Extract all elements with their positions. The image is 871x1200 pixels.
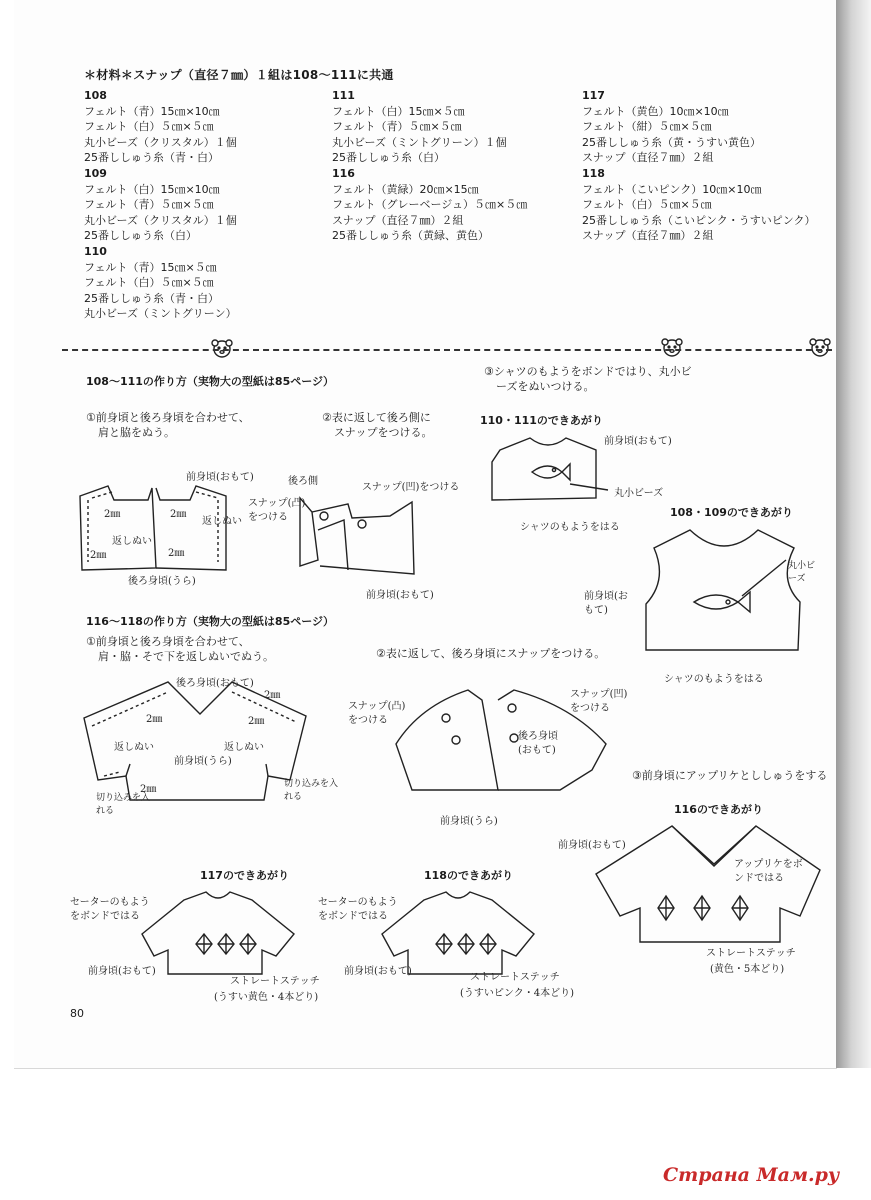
material-line: 丸小ビーズ（クリスタル）１個 — [84, 135, 237, 149]
label-shirt-pattern: シャツのもようをはる — [520, 522, 620, 533]
label-2mm: 2㎜ — [264, 690, 281, 701]
material-line: フェルト（青）15㎝×５㎝ — [84, 260, 217, 274]
step-2-line-1: ②表に返して、後ろ身頃にスナップをつける。 — [376, 647, 606, 660]
page-number: 80 — [70, 1007, 84, 1020]
step-1-line-2: 肩と脇をぬう。 — [98, 426, 175, 439]
label-kaeshinui: 返しぬい — [202, 516, 242, 527]
material-line: 25番ししゅう糸（こいピンク・うすいピンク） — [582, 213, 816, 227]
material-line: フェルト（紺）５㎝×５㎝ — [582, 120, 712, 134]
label-kaeshinui: 返しぬい — [112, 536, 152, 547]
label-front-omote: 前身頃(おもて) — [604, 436, 672, 447]
label-applique: アップリケをボンドではる — [734, 859, 803, 884]
step-3-line-1: ③前身頃にアップリケとししゅうをする — [632, 769, 828, 782]
material-line: スナップ（直径７㎜）２組 — [582, 229, 714, 243]
label-snap-outsu: スナップ(凹)をつける — [362, 482, 460, 493]
material-line: 25番ししゅう糸（青・白） — [84, 291, 219, 305]
material-line: フェルト（白）15㎝×10㎝ — [84, 182, 220, 196]
label-stitch-118: (うすいピンク・4本どり) — [460, 988, 574, 999]
item-number: 118 — [582, 166, 605, 180]
step-3-line-1: ③シャツのもようをボンドではり、丸小ビ — [484, 365, 692, 378]
material-line: フェルト（白）５㎝×５㎝ — [84, 120, 214, 134]
material-line: フェルト（こいピンク）10㎝×10㎝ — [582, 182, 762, 196]
step-2-line-2: スナップをつける。 — [334, 426, 433, 439]
step-2-line-1: ②表に返して後ろ側に — [322, 411, 431, 424]
item-number: 111 — [332, 89, 355, 102]
watermark: Страна Мам.ру — [663, 1164, 840, 1186]
label-sweater-pattern: セーターのもようをボンドではる — [318, 897, 398, 922]
material-line: フェルト（黄緑）20㎝×15㎝ — [332, 182, 479, 196]
material-line: 25番ししゅう糸（白） — [332, 151, 445, 165]
section-title-108-111: 108〜111の作り方（実物大の型紙は85ページ） — [86, 375, 335, 388]
item-number: 116 — [332, 166, 355, 180]
step-1-line-1: ①前身頃と後ろ身頃を合わせて、 — [86, 635, 250, 648]
label-2mm: 2㎜ — [140, 784, 157, 795]
label-sweater-pattern: セーターのもようをボンドではる — [70, 897, 150, 922]
material-line: 25番ししゅう糸（黄・うすい黄色） — [582, 135, 761, 149]
finished-label-108-109: 108・109のできあがり — [670, 506, 793, 519]
material-line: フェルト（白）15㎝×５㎝ — [332, 104, 465, 118]
label-ushiro-gawa: 後ろ側 — [288, 476, 318, 487]
item-number: 108 — [84, 89, 107, 102]
item-number: 110 — [84, 244, 107, 258]
material-line: フェルト（青）５㎝×５㎝ — [332, 120, 462, 134]
label-front-omote: 前身頃(おもて) — [558, 840, 626, 851]
item-number: 109 — [84, 166, 107, 180]
step-3-line-2: ーズをぬいつける。 — [496, 380, 595, 393]
label-stitch-116: (黄色・5本どり) — [710, 964, 785, 975]
label-shirt-pattern: シャツのもようをはる — [664, 674, 764, 685]
label-straight-stitch: ストレートステッチ — [470, 972, 560, 983]
sweater-117-finished — [142, 892, 294, 974]
material-line: スナップ（直径７㎜）２組 — [582, 151, 714, 165]
section-title-116-118: 116〜118の作り方（実物大の型紙は85ページ） — [86, 615, 335, 628]
material-line: フェルト（青）５㎝×５㎝ — [84, 198, 214, 212]
material-line: 丸小ビーズ（クリスタル）１個 — [84, 213, 237, 227]
label-2mm: 2㎜ — [90, 550, 107, 561]
shirt-back-snap-diagram — [300, 498, 414, 574]
material-line: 丸小ビーズ（ミントグリーン） — [84, 307, 237, 321]
label-straight-stitch: ストレートステッチ — [706, 948, 796, 959]
material-line: フェルト（白）５㎝×５㎝ — [582, 198, 712, 212]
label-snap-totsu: スナップ(凸)をつける — [248, 498, 306, 523]
shirt-110-111-finished — [492, 438, 608, 500]
label-kaeshinui: 返しぬい — [114, 742, 154, 753]
material-line: 丸小ビーズ（ミントグリーン）１個 — [332, 135, 507, 149]
label-front-omote: 前身頃(おもて) — [88, 966, 156, 977]
label-snap-totsu: スナップ(凸)をつける — [348, 701, 406, 726]
label-straight-stitch: ストレートステッチ — [230, 976, 320, 987]
step-1-line-2: 肩・脇・そで下を返しぬいでぬう。 — [98, 650, 274, 663]
finished-label-110-111: 110・111のできあがり — [480, 414, 603, 427]
materials-header: ＊材料＊スナップ（直径７㎜）１組は108〜111に共通 — [84, 68, 394, 82]
material-line: 25番ししゅう糸（青・白） — [84, 151, 219, 165]
label-back-omote: 後ろ身頃(おもて) — [176, 678, 254, 689]
sweater-116-finished — [596, 826, 820, 942]
label-2mm: 2㎜ — [248, 716, 265, 727]
sweater-snap-diagram — [396, 690, 606, 790]
step-1-line-1: ①前身頃と後ろ身頃を合わせて、 — [86, 411, 250, 424]
label-2mm: 2㎜ — [170, 509, 187, 520]
label-front-omote: 前身頃(おもて) — [366, 590, 434, 601]
label-kaeshinui: 返しぬい — [224, 742, 264, 753]
material-line: フェルト（白）５㎝×５㎝ — [84, 276, 214, 290]
label-back-omote: 後ろ身頃(おもて) — [518, 731, 558, 756]
label-maru-beads: 丸小ビーズ — [614, 488, 664, 499]
material-line: 25番ししゅう糸（黄緑、黄色） — [332, 229, 489, 243]
label-stitch-117: (うすい黄色・4本どり) — [214, 992, 319, 1003]
shirt-halves-diagram — [80, 486, 226, 570]
label-2mm: 2㎜ — [168, 548, 185, 559]
sweater-118-finished — [382, 892, 534, 974]
label-front-omote: 前身頃(おもて) — [584, 591, 628, 616]
label-back-ura: 後ろ身頃(うら) — [128, 576, 196, 587]
label-front-ura: 前身頃(うら) — [440, 816, 498, 827]
label-maru-beads: 丸小ビーズ — [788, 561, 816, 584]
material-line: フェルト（黄色）10㎝×10㎝ — [582, 104, 729, 118]
label-2mm: 2㎜ — [104, 509, 121, 520]
material-line: 25番ししゅう糸（白） — [84, 229, 197, 243]
label-2mm: 2㎜ — [146, 714, 163, 725]
finished-label-116: 116のできあがり — [674, 803, 763, 816]
label-snap-outsu: スナップ(凹)をつける — [570, 689, 628, 714]
material-line: スナップ（直径７㎜）２組 — [332, 213, 464, 227]
label-kirikomi: 切り込みを入れる — [96, 793, 151, 816]
label-front-ura: 前身頃(うら) — [174, 756, 232, 767]
finished-label-117: 117のできあがり — [200, 869, 289, 882]
label-kirikomi: 切り込みを入れる — [284, 779, 339, 802]
shirt-108-109-finished — [646, 530, 800, 650]
material-line: フェルト（青）15㎝×10㎝ — [84, 104, 220, 118]
label-front-omote: 前身頃(おもて) — [344, 966, 412, 977]
finished-label-118: 118のできあがり — [424, 869, 513, 882]
material-line: フェルト（グレーベージュ）５㎝×５㎝ — [332, 198, 528, 212]
sweater-flat-diagram — [84, 682, 306, 800]
item-number: 117 — [582, 89, 605, 102]
label-front-omote: 前身頃(おもて) — [186, 472, 254, 483]
